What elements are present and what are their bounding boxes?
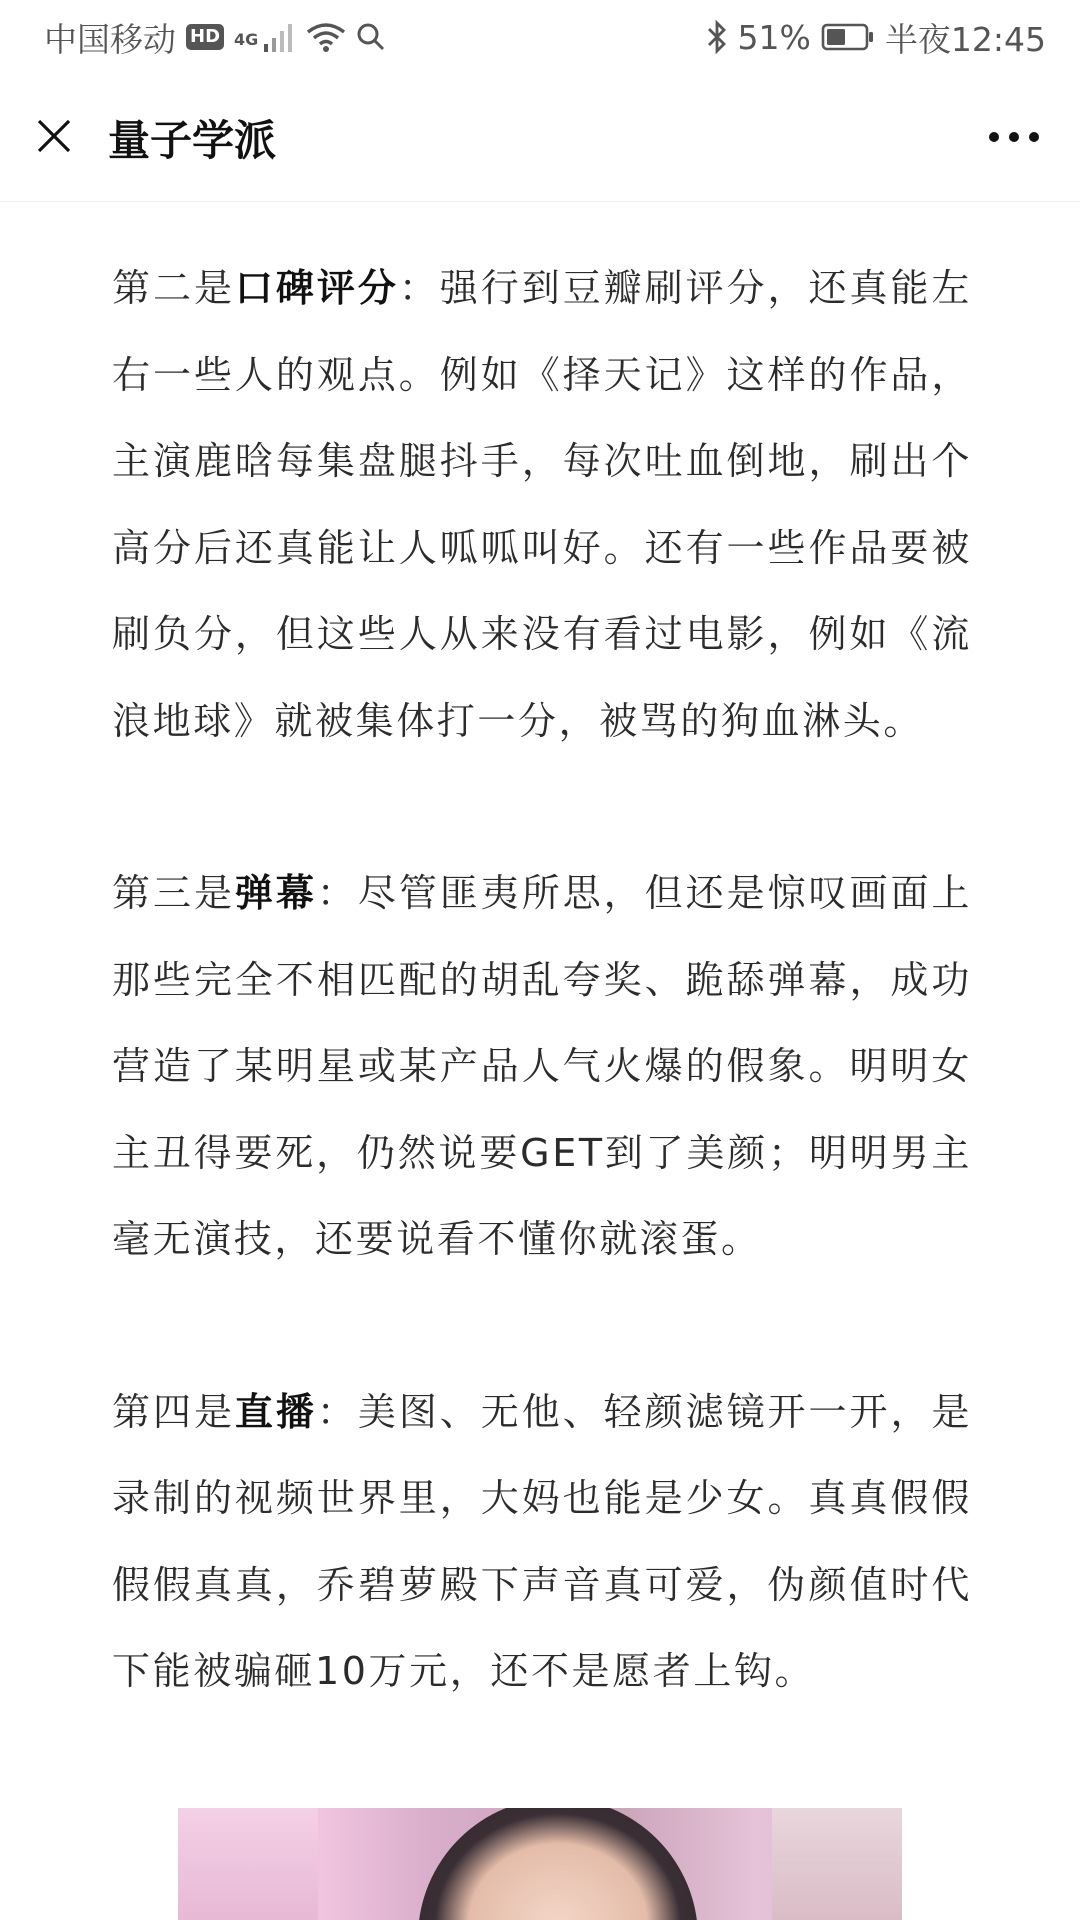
paragraph-keyword: 口碑评分 xyxy=(234,266,399,310)
article-image[interactable] xyxy=(178,1808,902,1920)
paragraph-keyword: 直播 xyxy=(234,1389,317,1434)
article-paragraph xyxy=(112,850,972,1283)
paragraph-lead: 第二是 xyxy=(112,266,235,310)
network-type-label: 4G xyxy=(234,29,259,49)
hd-badge: HD xyxy=(186,24,224,50)
status-bar xyxy=(0,0,1080,74)
paragraph-lead: 第三是 xyxy=(112,871,235,915)
more-button[interactable] xyxy=(974,106,1054,170)
paragraph-text: ：强行到豆瓣刷评分，还真能左右一些人的观点。例如《择天记》这样的作品，主演鹿晗每集盘腿抖手，每次吐血倒地，刷出个高分后还真能让人呱呱叫好。还有一些作品要被刷负分，但这些人从来没有看过电影，例如《流浪地球》就被集体打一分，被骂的狗血淋头。 xyxy=(112,266,973,743)
image-person xyxy=(418,1808,698,1920)
battery-percent: 51% xyxy=(737,17,811,57)
status-right xyxy=(706,14,1046,61)
article-paragraph xyxy=(112,245,972,764)
wifi-icon xyxy=(306,22,346,52)
carrier-label: 中国移动 xyxy=(44,19,176,59)
search-icon xyxy=(356,22,386,52)
close-button[interactable] xyxy=(22,106,86,170)
article-body xyxy=(112,245,972,1715)
more-icon xyxy=(988,128,1040,147)
paragraph-keyword: 弹幕 xyxy=(234,871,317,915)
clock-time: 半夜12:45 xyxy=(884,19,1046,59)
bluetooth-icon xyxy=(706,20,728,54)
image-panel-right xyxy=(772,1808,902,1920)
image-panel-left xyxy=(178,1808,318,1920)
page-title: 量子学派 xyxy=(108,115,277,165)
status-left xyxy=(44,14,386,61)
battery-icon xyxy=(821,22,875,52)
paragraph-text: ：美图、无他、轻颜滤镜开一开，是录制的视频世界里，大妈也能是少女。真真假假假假真真，乔碧萝殿下声音真可爱，伪颜值时代下能被骗砸10万元，还不是愿者上钩。 xyxy=(112,1389,973,1693)
close-icon xyxy=(36,118,72,158)
nav-bar xyxy=(0,74,1080,202)
article-paragraph xyxy=(112,1369,972,1715)
signal-icon xyxy=(262,22,296,52)
paragraph-lead: 第四是 xyxy=(112,1389,235,1434)
paragraph-text: ：尽管匪夷所思，但还是惊叹画面上那些完全不相匹配的胡乱夸奖、跪舔弹幕，成功营造了某明星或某产品人气火爆的假象。明明女主丑得要死，仍然说要GET到了美颜；明明男主毫无演技，还要说看不懂你就滚蛋。 xyxy=(112,871,973,1261)
